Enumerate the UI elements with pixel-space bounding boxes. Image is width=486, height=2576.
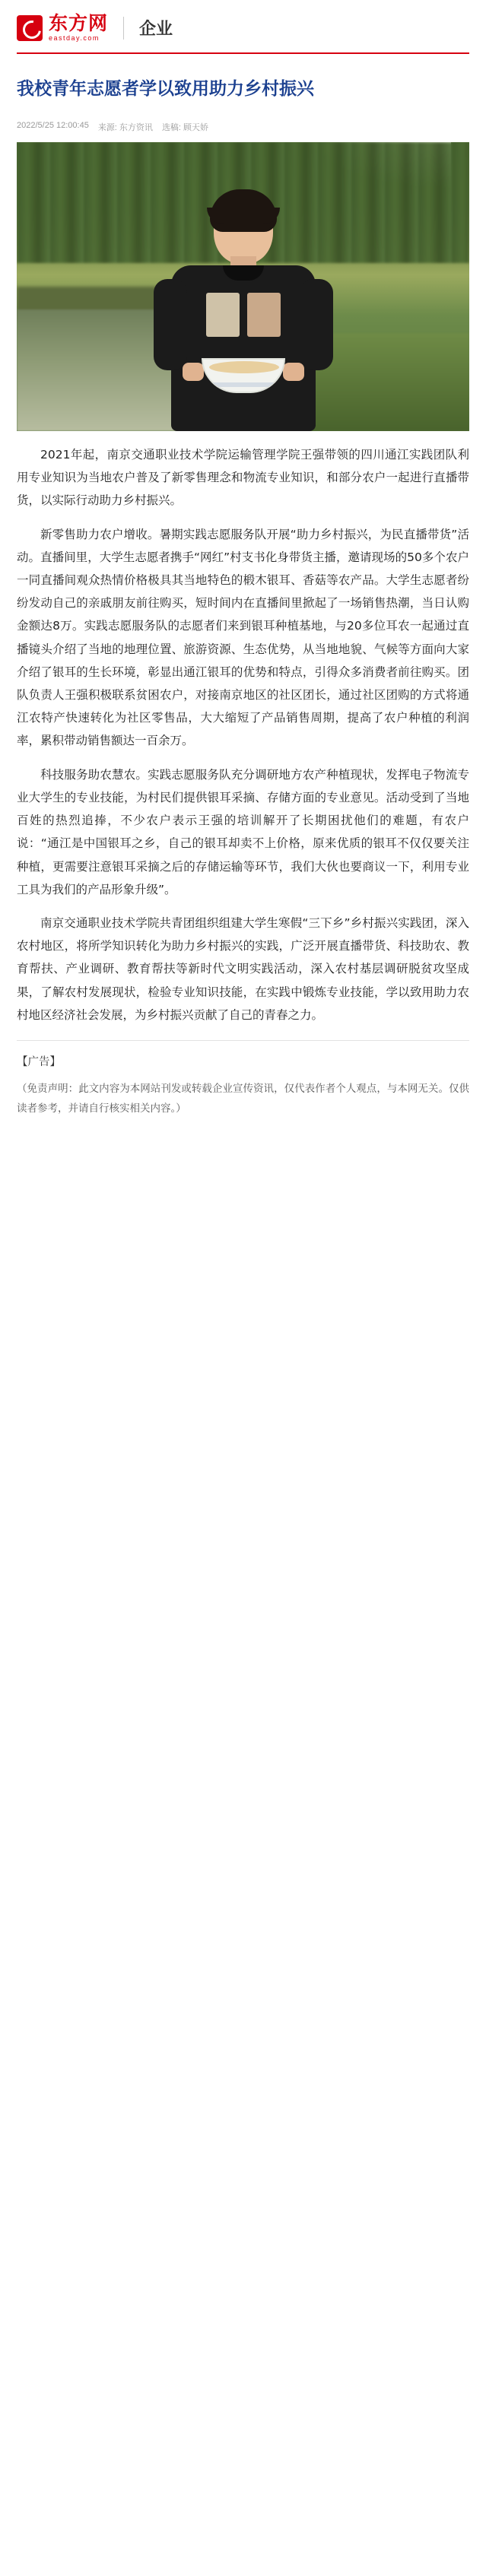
page-title: 我校青年志愿者学以致用助力乡村振兴 (17, 79, 314, 100)
tshirt-print (206, 293, 281, 337)
article-paragraph: 2021年起，南京交通职业技术学院运输管理学院王强带领的四川通江实践团队利用专业知识为当地农户普及了新零售理念和物流专业知识，和部分农户一起进行直播带货，以实际行动助力乡村振兴。 (17, 447, 469, 508)
article-body (0, 431, 486, 1026)
figure-arm-right (300, 279, 333, 370)
header-divider (123, 17, 124, 40)
site-header (0, 0, 486, 49)
volunteer-figure (152, 189, 335, 431)
channel-name[interactable]: 企业 (139, 20, 173, 39)
site-logo[interactable] (17, 14, 108, 42)
logo-title-en: eastday.com (49, 34, 100, 42)
logo-title-cn: 东方网 (49, 12, 109, 34)
article-paragraph: 新零售助力农户增收。暑期实践志愿服务队开展“助力乡村振兴，为民直播带货”活动。直播间里，大学生志愿者携手“网红”村支书化身带货主播，邀请现场的50多个农户一同直播间观众热情价格极具其当地特色的椴木银耳、香菇等农产品。大学生志愿者纷纷发动自己的亲戚朋友前往购买，短时间内在直播间里掀起了一场销售热潮，当日认购金额达8万。实践志愿服务队的志愿者们来到银耳种植基地，与20多位耳农一起通过直播镜头介绍了当地的地理位置、旅游资源、生态优势，从当地地貌、气候等方面向大家介绍了银耳的生长环境，彰显出通江银耳的优势和特点，引得众多消费者前往购买。团队负责人王强积极联系贫困农户，对接南京地区的社区团长，通过社区团购的方式将通江农特产快速转化为社区零售品，大大缩短了产品销售周期，提高了农户种植的利润率，累积带动销售额达一百余万。 (17, 527, 469, 748)
logo-text (49, 14, 108, 42)
figure-hair (210, 189, 277, 232)
figure-arm-left (154, 279, 187, 370)
disclaimer-block (0, 1069, 486, 1137)
article-paragraph: 南京交通职业技术学院共青团组织组建大学生寒假“三下乡”乡村振兴实践团，深入农村地区，将所学知识转化为助力乡村振兴的实践，广泛开展直播带货、科技助农、教育帮扶、产业调研、教育帮扶等新时代文明实践活动，深入农村基层调研脱贫攻坚成果，了解农村发展现状，检验专业知识技能，在实践中锻炼专业技能，学以致用助力农村地区经济社会发展，为乡村振兴贡献了自己的青春之力。 (17, 916, 469, 1022)
disclaimer-text: （免责声明：此文内容为本网站刊发或转载企业宣传资讯，仅代表作者个人观点，与本网无关。仅供读者参考，并请自行核实相关内容。） (17, 1083, 469, 1115)
article-editor: 选稿: 顾天娇 (161, 122, 209, 132)
eastday-logo-icon (17, 15, 43, 41)
header-rule (17, 52, 469, 54)
article-hero-image (17, 142, 469, 431)
publish-datetime: 2022/5/25 12:00:45 (17, 120, 89, 130)
article-meta (0, 113, 486, 142)
article-source: 来源: 东方资讯 (97, 122, 153, 132)
article-paragraph: 科技服务助农慧农。实践志愿服务队充分调研地方农产种植现状，发挥电子物流专业大学生的专业技能，为村民们提供银耳采摘、存储方面的专业意见。活动受到了当地百姓的热烈追捧，不少农户表示王强的培训解开了长期困扰他们的难题，有农户说：“通江是中国银耳之乡，自己的银耳却卖不上价格，原来优质的银耳不仅仅要关注种植，更需要注意银耳采摘之后的存储运输等环节，我们大伙也要商议一下，利用专业工具为我们的产品形象升级”。 (17, 767, 469, 896)
ad-label: 【广告】 (17, 1056, 61, 1069)
figure-tshirt (171, 265, 316, 431)
figure-hand-left (183, 363, 204, 381)
figure-hand-right (283, 363, 304, 381)
